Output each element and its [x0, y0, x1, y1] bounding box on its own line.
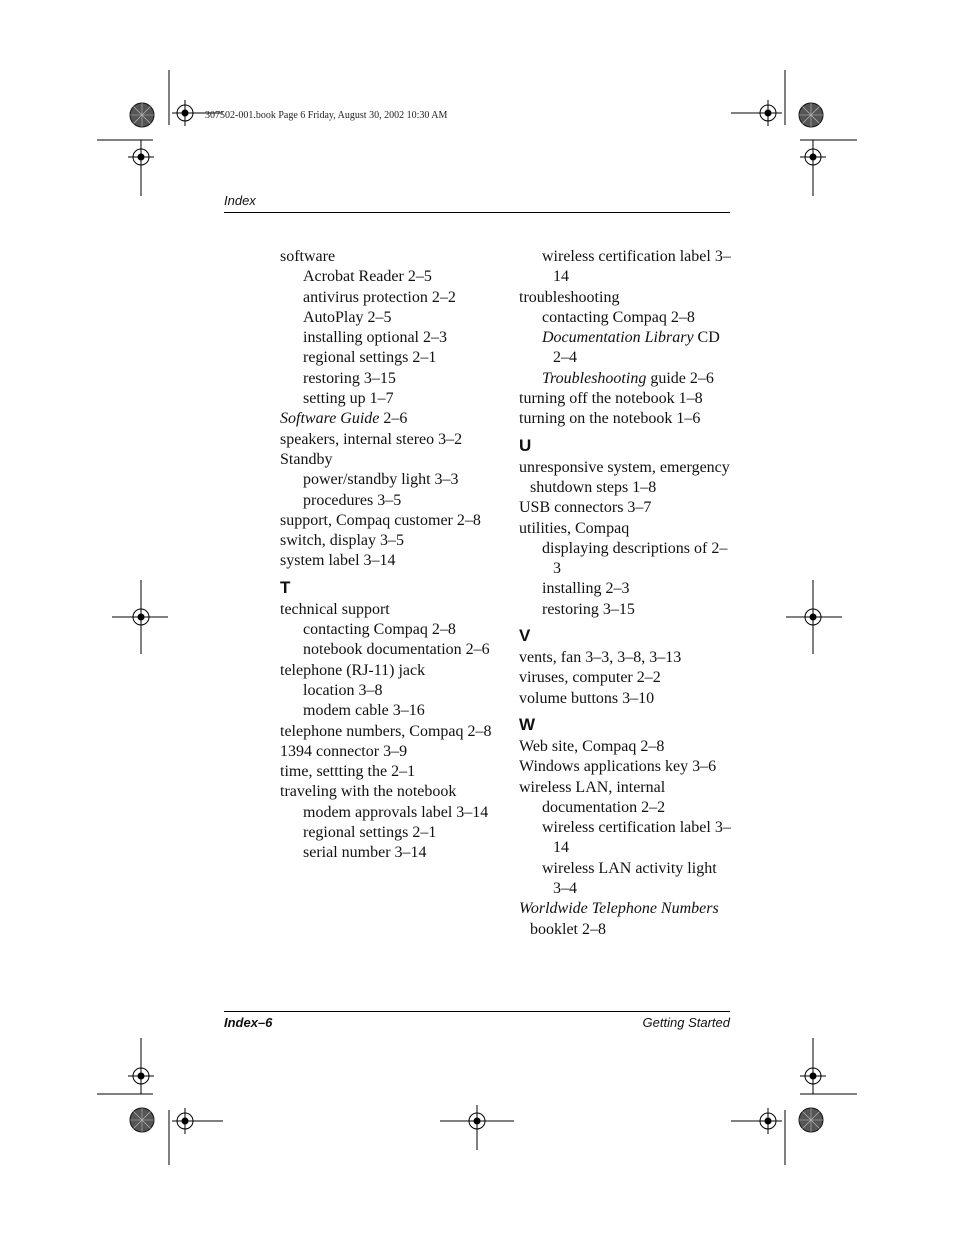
- index-subentry: displaying descriptions of 2–3: [542, 539, 728, 578]
- index-entry-pages: 2–6: [379, 410, 408, 428]
- index-letter-heading: V: [519, 626, 531, 646]
- index-subentry: location 3–8: [303, 681, 383, 699]
- index-entry: switch, display 3–5: [280, 532, 404, 550]
- index-entry: viruses, computer 2–2: [519, 669, 661, 687]
- index-entry-pages: guide 2–6: [646, 369, 714, 387]
- index-subentry: restoring 3–15: [303, 369, 396, 387]
- running-head: Index: [224, 193, 256, 208]
- index-subentry: antivirus protection 2–2: [303, 288, 456, 306]
- index-entry: vents, fan 3–3, 3–8, 3–13: [519, 649, 682, 667]
- index-entry: volume buttons 3–10: [519, 689, 655, 707]
- page-info: 307502-001.book Page 6 Friday, August 30, 2002 10:30 AM: [205, 110, 448, 121]
- index-subentry: Acrobat Reader 2–5: [303, 268, 432, 286]
- index-letter-heading: W: [519, 714, 536, 734]
- index-letter-heading: U: [519, 435, 532, 455]
- index-subentry: wireless LAN activity light 3–4: [542, 859, 717, 898]
- index-subentry: [519, 328, 734, 369]
- index-entry: time, settting the 2–1: [280, 763, 416, 781]
- index-entry: telephone numbers, Compaq 2–8: [280, 722, 492, 740]
- index-entry-pages: booklet 2–8: [530, 920, 606, 938]
- index-subentry: wireless certification label 3–14: [542, 248, 731, 286]
- header-rule: [224, 212, 730, 213]
- index-column-left: [280, 247, 495, 864]
- index-entry: [280, 409, 495, 429]
- index-entry: turning on the notebook 1–6: [519, 410, 701, 428]
- index-subentry: power/standby light 3–3: [303, 471, 459, 489]
- index-entry-title: Worldwide Telephone Numbers: [519, 900, 719, 918]
- index-subentry: notebook documentation 2–6: [303, 641, 490, 659]
- index-entry: Standby: [280, 450, 333, 468]
- index-subentry: setting up 1–7: [303, 390, 394, 408]
- index-subentry: restoring 3–15: [542, 600, 635, 618]
- index-entry: support, Compaq customer 2–8: [280, 511, 481, 529]
- index-entry-title: Software Guide: [280, 410, 380, 428]
- index-entry: traveling with the notebook: [280, 783, 457, 801]
- footer-rule: [224, 1011, 730, 1012]
- index-subentry: documentation 2–2: [542, 798, 666, 816]
- index-entry: telephone (RJ-11) jack: [280, 661, 426, 679]
- index-subentry: procedures 3–5: [303, 491, 402, 509]
- index-subentry: contacting Compaq 2–8: [303, 621, 456, 639]
- index-entry: system label 3–14: [280, 552, 396, 570]
- index-subentry: wireless certification label 3–14: [542, 819, 731, 857]
- index-subentry: AutoPlay 2–5: [303, 308, 392, 326]
- index-subentry: installing optional 2–3: [303, 329, 447, 347]
- index-entry: software: [280, 248, 336, 265]
- index-entry: unresponsive system, emergency shutdown steps 1–8: [519, 458, 730, 496]
- index-entry: USB connectors 3–7: [519, 499, 652, 517]
- index-entry: turning off the notebook 1–8: [519, 390, 703, 408]
- index-entry: speakers, internal stereo 3–2: [280, 430, 463, 448]
- index-entry: [519, 899, 734, 940]
- index-entry: technical support: [280, 600, 390, 618]
- index-entry: wireless LAN, internal: [519, 778, 666, 796]
- index-subentry: regional settings 2–1: [303, 349, 437, 367]
- index-entry: Web site, Compaq 2–8: [519, 737, 665, 755]
- index-subentry: serial number 3–14: [303, 844, 427, 862]
- index-subentry: regional settings 2–1: [303, 824, 437, 842]
- index-column-right: [519, 247, 734, 940]
- index-subentry: installing 2–3: [542, 580, 630, 598]
- index-entry: Windows applications key 3–6: [519, 758, 717, 776]
- index-entry-title: Troubleshooting: [542, 369, 647, 387]
- index-entry: utilities, Compaq: [519, 519, 630, 537]
- index-letter-heading: T: [280, 577, 291, 597]
- index-subentry: [519, 369, 734, 389]
- index-entry-title: Documentation Library: [542, 329, 694, 347]
- index-entry-pages: CD 2–4: [553, 329, 720, 367]
- index-subentry: modem approvals label 3–14: [303, 803, 489, 821]
- index-subentry: modem cable 3–16: [303, 702, 425, 720]
- footer-page-number: Index–6: [224, 1015, 273, 1030]
- index-entry: 1394 connector 3–9: [280, 742, 408, 760]
- footer-book-title: Getting Started: [642, 1015, 730, 1030]
- index-entry: troubleshooting: [519, 288, 620, 306]
- index-subentry: contacting Compaq 2–8: [542, 308, 695, 326]
